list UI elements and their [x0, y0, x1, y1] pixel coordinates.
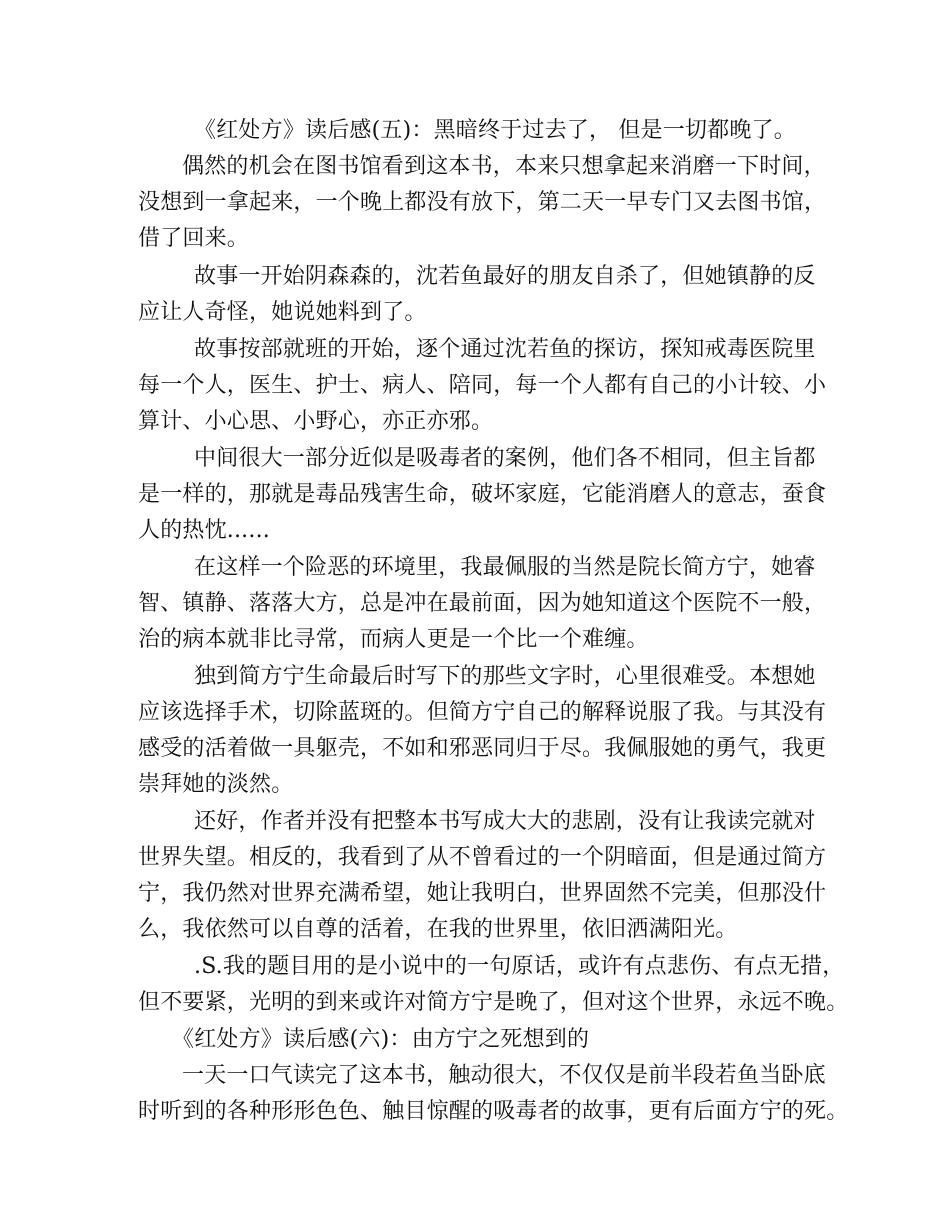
paragraph-line: 还好，作者并没有把整本书写成大大的悲剧，没有让我读完就对 — [194, 809, 816, 834]
paragraph-line: 借了回来。 — [138, 226, 250, 251]
paragraph-line: 故事一开始阴森森的，沈若鱼最好的朋友自杀了，但她镇静的反 — [194, 264, 816, 289]
paragraph-line: 故事按部就班的开始，逐个通过沈若鱼的探访，探知戒毒医院里 — [194, 337, 816, 362]
paragraph-line: 人的热忱...... — [138, 518, 270, 543]
paragraph-line: 偶然的机会在图书馆看到这本书，本来只想拿起来消磨一下时间， — [182, 154, 826, 179]
paragraph-line: 应该选择手术，切除蓝斑的。但简方宁自己的解释说服了我。与其没有 — [138, 700, 827, 725]
paragraph-line: 崇拜她的淡然。 — [138, 772, 294, 797]
paragraph-line: 中间很大一部分近似是吸毒者的案例，他们各不相同，但主旨都 — [194, 446, 816, 471]
paragraph-line: 独到简方宁生命最后时写下的那些文字时，心里很难受。本想她 — [194, 664, 816, 689]
paragraph-line: 世界失望。相反的，我看到了从不曾看过的一个阴暗面，但是通过简方 — [138, 845, 827, 870]
paragraph-line: 没想到一拿起来，一个晚上都没有放下，第二天一早专门又去图书馆， — [138, 190, 827, 215]
paragraph-line: .S.我的题目用的是小说中的一句原话，或许有点悲伤、有点无措， — [194, 954, 845, 979]
section-title-five: 《红处方》读后感(五)：黑暗终于过去了， 但是一切都晚了。 — [194, 118, 796, 143]
paragraph-line: 是一样的，那就是毒品残害生命，破坏家庭，它能消磨人的意志，蚕食 — [138, 482, 827, 507]
paragraph-line: 智、镇静、落落大方，总是冲在最前面，因为她知道这个医院不一般， — [138, 591, 827, 616]
paragraph-line: 宁，我仍然对世界充满希望，她让我明白，世界固然不完美，但那没什 — [138, 881, 827, 906]
section-title-six: 《红处方》读后感(六)：由方宁之死想到的 — [172, 1027, 590, 1052]
paragraph-line: 每一个人，医生、护士、病人、陪同，每一个人都有自己的小计较、小 — [138, 373, 827, 398]
paragraph-line: 治的病本就非比寻常，而病人更是一个比一个难缠。 — [138, 627, 649, 652]
paragraph-line: 算计、小心思、小野心，亦正亦邪。 — [138, 409, 494, 434]
paragraph-line: 但不要紧，光明的到来或许对简方宁是晚了，但对这个世界，永远不晚。 — [138, 990, 849, 1015]
paragraph-line: 时听到的各种形形色色、触目惊醒的吸毒者的故事，更有后面方宁的死。 — [138, 1099, 849, 1124]
paragraph-line: 感受的活着做一具躯壳，不如和邪恶同归于尽。我佩服她的勇气，我更 — [138, 736, 827, 761]
paragraph-line: 么，我依然可以自尊的活着，在我的世界里，依旧洒满阳光。 — [138, 917, 738, 942]
paragraph-line: 应让人奇怪，她说她料到了。 — [138, 300, 427, 325]
paragraph-line: 在这样一个险恶的环境里，我最佩服的当然是院长简方宁，她睿 — [194, 555, 816, 580]
paragraph-line: 一天一口气读完了这本书，触动很大，不仅仅是前半段若鱼当卧底 — [182, 1063, 826, 1088]
